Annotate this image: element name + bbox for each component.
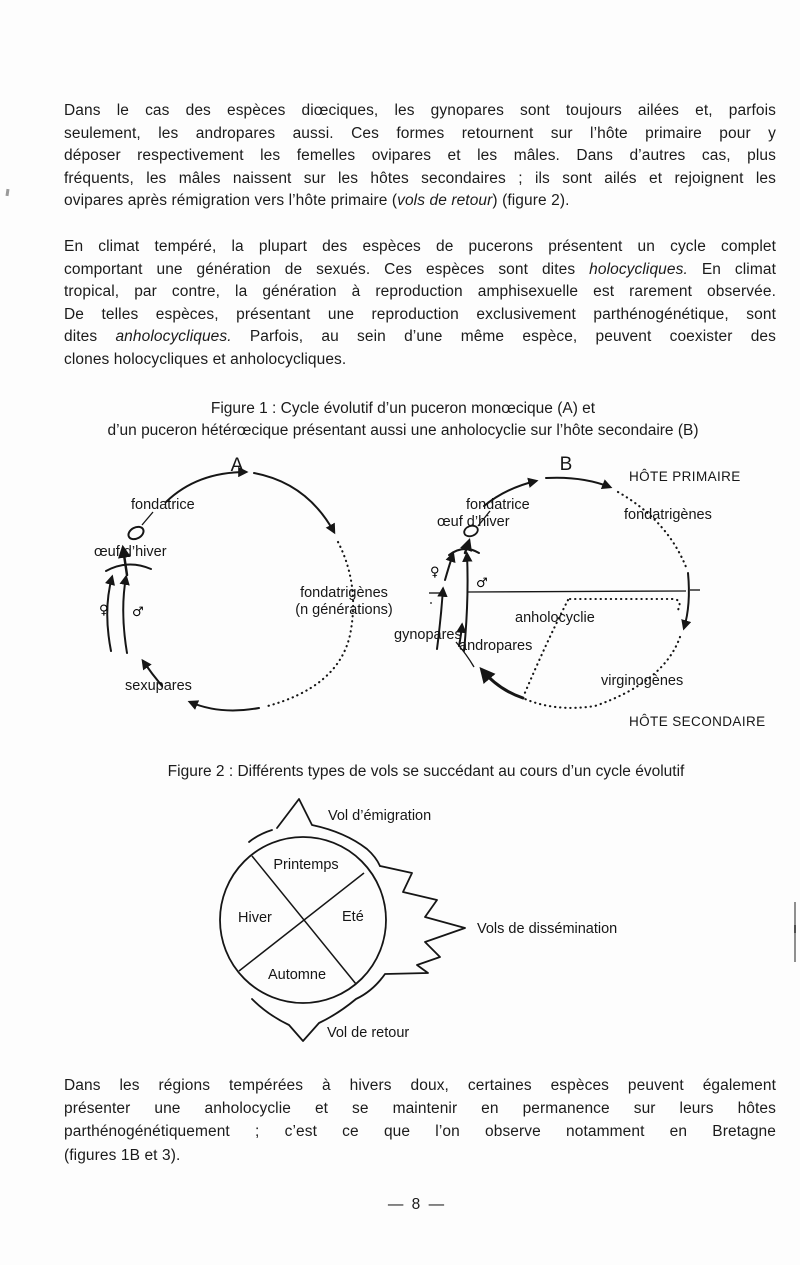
text-run: comportant une génération de sexués. Ces espèces sont dites (64, 260, 590, 278)
scan-artifact-left-edge (6, 189, 10, 196)
label-n-generations-a: (n générations) (295, 602, 393, 618)
text-line (64, 259, 776, 282)
text-line: Dans les régions tempérées à hivers doux, certaines espèces peuvent également (64, 1077, 776, 1094)
label-vols-dissemination: Vols de dissémination (477, 921, 618, 937)
text-line: En climat tempéré, la plupart des espèces de pucerons présentent un cycle complet (64, 238, 776, 255)
text-line (64, 326, 776, 349)
female-symbol-a: ♀ (99, 603, 109, 618)
paragraph-3 (64, 1074, 776, 1167)
label-hote-secondaire: HÔTE SECONDAIRE (629, 714, 766, 729)
label-sexupares-a: sexupares (125, 678, 192, 694)
mating-bracket (106, 564, 151, 571)
label-vol-emigration: Vol d’émigration (328, 808, 432, 824)
text-run: Parfois, au sein d’une même espèce, peuvent coexister des (231, 328, 776, 346)
text-run: ovipares après rémigration vers l’hôte primaire ( (64, 192, 398, 210)
figure2-diagram (0, 795, 800, 1050)
paragraph-1 (64, 100, 776, 213)
paragraph-2 (64, 236, 776, 371)
italic-text-run: holocycliques. (589, 260, 688, 278)
egg-arrow-b (465, 541, 469, 553)
text-line: tropical, par contre, la génération à reproduction amphisexuelle est rarement observée. (64, 283, 776, 301)
male-symbol-a: ♂ (132, 605, 144, 620)
italic-text-run: anholocycliques. (115, 328, 232, 346)
label-gynopares: gynopares (394, 627, 462, 643)
label-andropares: andropares (459, 638, 533, 654)
label-vol-retour: Vol de retour (327, 1025, 410, 1041)
text-line: déposer respectivement les femelles ovipares et les mâles. Dans d’autres cas, plus (64, 147, 776, 165)
label-printemps: Printemps (273, 857, 339, 873)
label-hote-primaire: HÔTE PRIMAIRE (629, 469, 741, 484)
text-line: (figures 1B et 3). (64, 1146, 181, 1164)
andropares-arrow (464, 554, 468, 651)
ring-stub-left (249, 830, 272, 842)
text-run: ) (figure 2). (492, 192, 570, 210)
label-ete: Eté (342, 909, 364, 925)
cycle-b (394, 454, 766, 729)
label-virginogenes: virginogènes (601, 673, 684, 689)
text-line: fréquents, les mâles naissent sur les hôtes secondaires ; ils sont ailés et rejoignent les (64, 169, 776, 187)
label-fondatrice-a: fondatrice (131, 497, 195, 513)
page-number: — 8 — (387, 1196, 447, 1213)
label-automne: Automne (267, 967, 327, 983)
figure1-caption (8, 398, 798, 442)
label-oeuf-hiver-a: œuf d’hiver (94, 544, 167, 560)
male-return-arrow (123, 577, 127, 653)
female-symbol-b: ♀ (430, 565, 440, 580)
figure2-caption: Figure 2 : Différents types de vols se succédant au cours d’un cycle évolutif (167, 763, 685, 780)
host-change-arrow (684, 573, 689, 628)
text-line (64, 190, 776, 213)
cycle-b-label: B (559, 454, 573, 475)
label-hiver: Hiver (238, 910, 272, 926)
text-line: seulement, les andropares aussi. Ces formes retournent sur l’hôte primaire pour y (64, 124, 776, 142)
label-fondatrigenes-a: fondatrigènes (300, 585, 388, 601)
label-fondatrice-b: fondatrice (466, 497, 530, 513)
text-run: En climat (687, 260, 776, 278)
cycle-a-label: A (230, 455, 244, 476)
text-line: Dans le cas des espèces diœciques, les gynopares sont toujours ailées et, parfois (64, 102, 776, 119)
return-flight-arc (482, 670, 523, 698)
season-wheel (220, 837, 386, 1003)
dissemination-zigzag-and-return-spike (252, 866, 465, 1041)
winter-egg-icon (126, 524, 145, 541)
label-fondatrigenes-b: fondatrigènes (624, 507, 712, 523)
label-anholocyclie: anholocyclie (515, 610, 595, 626)
figure1-caption-line1: Figure 1 : Cycle évolutif d’un puceron monœcique (A) et (210, 400, 596, 417)
host-divider-line (467, 591, 686, 592)
text-line: parthénogénétiquement ; c’est ce que l’on observe notamment en Bretagne (64, 1123, 776, 1141)
text-line: De telles espèces, présentant une reproduction exclusivement parthénogénétique, sont (64, 305, 776, 323)
label-oeuf-hiver-b: œuf d’hiver (437, 514, 510, 530)
text-run: dites (64, 328, 116, 346)
figure1-diagram (0, 447, 800, 747)
text-line: clones holocycliques et anholocycliques. (64, 350, 347, 368)
cycle-a (94, 455, 393, 710)
scan-artifact-right-edge-dark (794, 925, 796, 933)
italic-text-run: vols de retour (397, 192, 493, 210)
figure1-caption-line2: d’un puceron hétérœcique présentant aussi une anholocyclie sur l’hôte secondaire (B) (107, 422, 699, 439)
male-symbol-b: ♂ (476, 576, 488, 591)
text-line: présenter une anholocyclie et se maintenir en permanence sur leurs hôtes (64, 1100, 776, 1118)
